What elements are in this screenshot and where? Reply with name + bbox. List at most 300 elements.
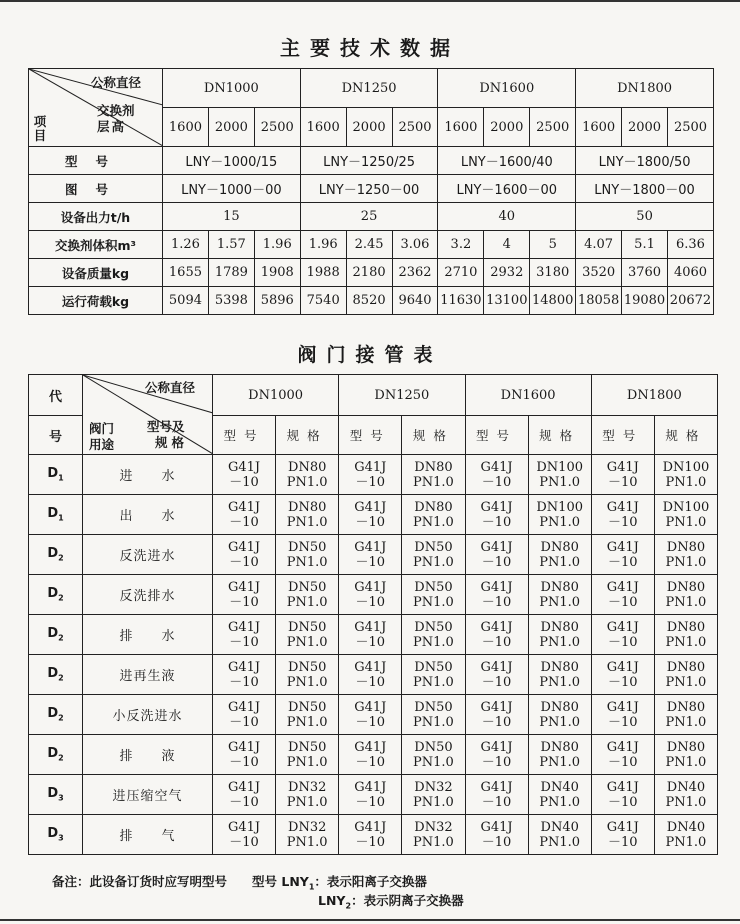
- spec-load: 8520: [346, 287, 392, 315]
- spec-mass: 2180: [346, 259, 392, 287]
- valve-cell-line-2: PN1.0: [539, 794, 581, 810]
- spec-load: 18058: [576, 287, 622, 315]
- valve-code-sub: 2: [58, 713, 64, 723]
- valve-cell-line-1: DN80: [540, 699, 579, 715]
- valve-model-cell: [591, 615, 654, 655]
- valve-code: [29, 575, 83, 615]
- spec-dn-1: DN1250: [300, 69, 438, 108]
- valve-cell-line-1: DN50: [288, 699, 327, 715]
- valve-use: 反洗排水: [83, 575, 213, 615]
- table-row: [29, 495, 718, 535]
- valve-cell-line-2: －10: [608, 794, 638, 810]
- valve-spec-cell: [528, 735, 591, 775]
- valve-spec-cell: [276, 775, 339, 815]
- spec-drawing: LNY－1000－00: [163, 175, 301, 203]
- valve-cell-line-1: DN100: [536, 499, 583, 515]
- spec-drawing: LNY－1800－00: [576, 175, 714, 203]
- table-row: [29, 535, 718, 575]
- valve-spec-cell: [402, 655, 465, 695]
- valve-code-sub: 1: [58, 513, 64, 523]
- valve-code-sub: 2: [58, 593, 64, 603]
- valve-cell-line-1: DN40: [540, 779, 579, 795]
- spec-output: 15: [163, 203, 301, 231]
- valve-cell-line-2: PN1.0: [665, 514, 707, 530]
- spec-mass: 2710: [438, 259, 484, 287]
- valve-cell-line-1: G41J: [480, 779, 513, 795]
- valve-cell-line-1: G41J: [480, 699, 513, 715]
- top-rule: [0, 0, 740, 2]
- valve-model-cell: [465, 695, 528, 735]
- valve-model-cell: [591, 455, 654, 495]
- valve-dn-2: DN1600: [465, 375, 591, 416]
- valve-hdr-use-1: 阀门: [89, 421, 115, 436]
- valve-cell-line-1: G41J: [354, 619, 387, 635]
- valve-cell-line-1: DN80: [288, 499, 327, 515]
- valve-cell-line-2: PN1.0: [286, 674, 328, 690]
- valve-spec-cell: [528, 615, 591, 655]
- valve-cell-line-2: PN1.0: [413, 474, 454, 490]
- valve-cell-line-2: PN1.0: [286, 474, 328, 490]
- valve-cell-line-1: DN100: [662, 459, 710, 475]
- valve-spec-cell: [402, 695, 465, 735]
- valve-hdr-code-bottom: 号: [29, 416, 83, 455]
- valve-code-letter: D: [47, 666, 59, 682]
- valve-cell-line-2: PN1.0: [286, 714, 328, 730]
- valve-cell-line-2: PN1.0: [413, 754, 454, 770]
- valve-model-cell: [465, 455, 528, 495]
- valve-cell-line-2: PN1.0: [413, 834, 454, 850]
- valve-col-model: 型号: [213, 416, 276, 455]
- table-row: [29, 815, 718, 855]
- valve-table: [28, 374, 718, 855]
- valve-code-letter: D: [47, 586, 59, 602]
- valve-spec-cell: [654, 735, 717, 775]
- valve-code-sub: 2: [58, 633, 64, 643]
- note-sub-1: 1: [308, 882, 315, 892]
- valve-cell-line-1: G41J: [480, 539, 513, 555]
- valve-cell-line-2: PN1.0: [539, 834, 581, 850]
- spec-mass: 4060: [667, 259, 713, 287]
- valve-cell-line-2: PN1.0: [665, 594, 707, 610]
- valve-cell-line-2: －10: [608, 474, 638, 490]
- table-row: [29, 455, 718, 495]
- valve-cell-line-1: DN80: [666, 739, 706, 755]
- note-line-1: [52, 872, 427, 892]
- valve-model-cell: [213, 615, 276, 655]
- spec-mass: 1655: [163, 259, 209, 287]
- valve-cell-line-2: PN1.0: [539, 674, 581, 690]
- spec-model: LNY－1250/25: [300, 147, 438, 175]
- valve-cell-line-1: G41J: [480, 459, 513, 475]
- spec-hdr-resin: 交换剂: [97, 103, 135, 118]
- valve-cell-line-2: －10: [355, 754, 386, 770]
- valve-cell-line-2: －10: [229, 794, 259, 810]
- valve-cell-line-1: G41J: [354, 579, 387, 595]
- valve-cell-line-1: G41J: [227, 779, 261, 795]
- spec-mass: 1789: [208, 259, 254, 287]
- spec-title: 主要技术数据: [280, 36, 460, 60]
- valve-cell-line-2: －10: [481, 674, 512, 690]
- valve-cell-line-2: －10: [481, 714, 512, 730]
- spec-volume: 1.57: [208, 231, 254, 259]
- valve-spec-cell: [528, 775, 591, 815]
- valve-model-cell: [339, 575, 402, 615]
- spec-height: 2500: [530, 108, 576, 147]
- valve-cell-line-1: DN100: [662, 499, 710, 515]
- valve-spec-cell: [402, 495, 465, 535]
- valve-cell-line-2: －10: [608, 514, 638, 530]
- valve-cell-line-1: DN80: [540, 579, 579, 595]
- valve-cell-line-2: PN1.0: [286, 634, 328, 650]
- valve-cell-line-1: DN80: [666, 539, 706, 555]
- valve-cell-line-1: G41J: [227, 659, 261, 675]
- valve-cell-line-1: DN80: [414, 459, 453, 475]
- valve-cell-line-2: －10: [229, 834, 259, 850]
- valve-model-cell: [465, 535, 528, 575]
- valve-cell-line-1: DN50: [288, 619, 327, 635]
- spec-hdr-item: 项目: [33, 114, 47, 143]
- valve-model-cell: [591, 775, 654, 815]
- table-row: [29, 655, 718, 695]
- valve-model-cell: [213, 695, 276, 735]
- valve-cell-line-2: PN1.0: [413, 674, 454, 690]
- valve-cell-line-2: PN1.0: [665, 794, 707, 810]
- valve-cell-line-2: －10: [481, 594, 512, 610]
- valve-cell-line-2: －10: [608, 714, 638, 730]
- valve-spec-cell: [402, 455, 465, 495]
- spec-height: 2000: [484, 108, 530, 147]
- valve-spec-cell: [402, 615, 465, 655]
- valve-code: [29, 775, 83, 815]
- spec-dn-0: DN1000: [163, 69, 301, 108]
- spec-volume: 1.96: [300, 231, 346, 259]
- valve-code-sub: 2: [58, 673, 64, 683]
- valve-cell-line-2: PN1.0: [286, 754, 328, 770]
- spec-output: 25: [300, 203, 438, 231]
- valve-spec-cell: [654, 455, 717, 495]
- valve-cell-line-1: G41J: [606, 539, 639, 555]
- valve-cell-line-2: －10: [355, 594, 386, 610]
- valve-use: 排 水: [83, 615, 213, 655]
- valve-dn-0: DN1000: [213, 375, 339, 416]
- valve-model-cell: [213, 815, 276, 855]
- valve-spec-cell: [276, 455, 339, 495]
- valve-cell-line-2: －10: [608, 754, 638, 770]
- valve-cell-line-1: G41J: [480, 819, 513, 835]
- valve-cell-line-2: PN1.0: [665, 674, 707, 690]
- valve-spec-cell: [402, 535, 465, 575]
- valve-col-model: 型号: [339, 416, 402, 455]
- valve-cell-line-2: －10: [229, 514, 259, 530]
- valve-cell-line-2: －10: [229, 634, 259, 650]
- spec-mass: 1988: [300, 259, 346, 287]
- valve-model-cell: [339, 695, 402, 735]
- valve-cell-line-2: PN1.0: [413, 514, 454, 530]
- valve-cell-line-1: G41J: [606, 659, 639, 675]
- valve-cell-line-2: PN1.0: [539, 714, 581, 730]
- note-tail-1: ：表示阳离子交换器: [314, 874, 427, 889]
- valve-cell-line-2: －10: [229, 474, 259, 490]
- valve-spec-cell: [654, 535, 717, 575]
- valve-model-cell: [339, 655, 402, 695]
- spec-load: 14800: [530, 287, 576, 315]
- valve-model-cell: [591, 655, 654, 695]
- valve-cell-line-2: －10: [608, 834, 638, 850]
- valve-cell-line-1: G41J: [354, 659, 387, 675]
- valve-cell-line-2: PN1.0: [539, 474, 581, 490]
- valve-cell-line-1: G41J: [354, 779, 387, 795]
- valve-cell-line-2: －10: [481, 554, 512, 570]
- valve-use: 排 气: [83, 815, 213, 855]
- valve-cell-line-2: －10: [229, 554, 259, 570]
- valve-spec-cell: [654, 655, 717, 695]
- valve-code: [29, 695, 83, 735]
- valve-col-model: 型号: [591, 416, 654, 455]
- bottom-rule: [0, 919, 740, 921]
- valve-cell-line-2: PN1.0: [665, 834, 707, 850]
- valve-cell-line-2: －10: [229, 754, 259, 770]
- valve-spec-cell: [654, 575, 717, 615]
- valve-cell-line-1: DN50: [288, 659, 327, 675]
- valve-code-letter: D: [47, 746, 59, 762]
- valve-cell-line-1: DN80: [288, 459, 327, 475]
- spec-model-label: 型号: [29, 147, 163, 175]
- valve-cell-line-2: PN1.0: [539, 594, 581, 610]
- valve-model-cell: [465, 575, 528, 615]
- spec-volume: 5.1: [622, 231, 668, 259]
- spec-load: 13100: [484, 287, 530, 315]
- valve-spec-cell: [654, 495, 717, 535]
- valve-model-cell: [213, 735, 276, 775]
- valve-cell-line-1: G41J: [606, 619, 639, 635]
- valve-cell-line-2: PN1.0: [413, 634, 454, 650]
- spec-height: 1600: [438, 108, 484, 147]
- spec-mass-label: 设备质量kg: [29, 259, 163, 287]
- spec-load-label: 运行荷载kg: [29, 287, 163, 315]
- spec-corner-header: [29, 69, 163, 147]
- valve-spec-cell: [276, 495, 339, 535]
- valve-code-sub: 2: [58, 753, 64, 763]
- valve-spec-cell: [528, 815, 591, 855]
- spec-height: 2000: [208, 108, 254, 147]
- valve-model-cell: [339, 615, 402, 655]
- spec-drawing: LNY－1250－00: [300, 175, 438, 203]
- valve-cell-line-2: PN1.0: [665, 474, 707, 490]
- valve-model-cell: [213, 575, 276, 615]
- valve-spec-cell: [528, 575, 591, 615]
- valve-code-sub: 2: [58, 553, 64, 563]
- valve-use: 进压缩空气: [83, 775, 213, 815]
- valve-use: 进 水: [83, 455, 213, 495]
- valve-model-cell: [339, 775, 402, 815]
- valve-model-cell: [591, 575, 654, 615]
- valve-spec-cell: [654, 695, 717, 735]
- valve-model-cell: [465, 735, 528, 775]
- valve-col-spec: 规格: [276, 416, 339, 455]
- valve-cell-line-2: PN1.0: [413, 594, 454, 610]
- valve-cell-line-1: DN80: [540, 739, 579, 755]
- spec-mass: 1908: [254, 259, 300, 287]
- valve-model-cell: [591, 695, 654, 735]
- table-row: [29, 615, 718, 655]
- valve-cell-line-1: DN32: [414, 819, 453, 835]
- valve-model-cell: [213, 535, 276, 575]
- spec-load: 20672: [667, 287, 713, 315]
- valve-cell-line-1: DN50: [288, 539, 327, 555]
- spec-height: 2500: [667, 108, 713, 147]
- valve-cell-line-1: DN40: [666, 819, 706, 835]
- valve-cell-line-1: DN50: [414, 619, 453, 635]
- spec-model: LNY－1000/15: [163, 147, 301, 175]
- valve-cell-line-1: G41J: [606, 739, 639, 755]
- valve-hdr-model-1: 型号及: [147, 419, 185, 434]
- valve-cell-line-2: －10: [481, 794, 512, 810]
- valve-model-cell: [339, 535, 402, 575]
- valve-cell-line-2: PN1.0: [539, 514, 581, 530]
- valve-cell-line-2: PN1.0: [286, 514, 328, 530]
- valve-model-cell: [213, 775, 276, 815]
- valve-model-cell: [213, 455, 276, 495]
- valve-cell-line-2: PN1.0: [286, 594, 328, 610]
- valve-cell-line-1: G41J: [227, 499, 261, 515]
- valve-use: 小反洗进水: [83, 695, 213, 735]
- valve-cell-line-1: G41J: [606, 779, 639, 795]
- valve-cell-line-2: PN1.0: [286, 554, 328, 570]
- valve-spec-cell: [276, 615, 339, 655]
- valve-model-cell: [339, 815, 402, 855]
- valve-cell-line-1: G41J: [606, 459, 639, 475]
- spec-height: 2000: [622, 108, 668, 147]
- valve-model-cell: [213, 495, 276, 535]
- valve-hdr-code-top: 代: [29, 375, 83, 416]
- valve-cell-line-1: DN50: [414, 579, 453, 595]
- valve-spec-cell: [402, 575, 465, 615]
- valve-cell-line-2: PN1.0: [665, 754, 707, 770]
- valve-cell-line-1: G41J: [480, 619, 513, 635]
- spec-hdr-nominal: 公称直径: [91, 75, 142, 90]
- valve-corner-header: [83, 375, 213, 455]
- valve-cell-line-1: G41J: [480, 739, 513, 755]
- spec-load: 19080: [622, 287, 668, 315]
- valve-spec-cell: [654, 615, 717, 655]
- valve-cell-line-1: G41J: [354, 539, 387, 555]
- note-text-2: LNY: [318, 893, 346, 908]
- valve-code-letter: D: [47, 626, 59, 642]
- valve-code-letter: D: [47, 706, 59, 722]
- valve-col-spec: 规格: [528, 416, 591, 455]
- valve-cell-line-1: DN50: [288, 739, 327, 755]
- valve-model-cell: [465, 495, 528, 535]
- spec-height: 2500: [254, 108, 300, 147]
- valve-code: [29, 815, 83, 855]
- valve-cell-line-2: －10: [355, 834, 386, 850]
- valve-cell-line-2: PN1.0: [665, 714, 707, 730]
- valve-cell-line-2: －10: [229, 594, 259, 610]
- table-row: [29, 695, 718, 735]
- valve-cell-line-2: －10: [481, 514, 512, 530]
- note-line-2: [318, 891, 464, 911]
- valve-cell-line-2: －10: [355, 794, 386, 810]
- spec-table: [28, 68, 714, 315]
- valve-spec-cell: [402, 775, 465, 815]
- valve-cell-line-1: G41J: [354, 499, 387, 515]
- spec-model: LNY－1800/50: [576, 147, 714, 175]
- valve-title: 阀门接管表: [297, 344, 443, 366]
- valve-cell-line-2: －10: [355, 714, 386, 730]
- valve-cell-line-1: G41J: [606, 819, 639, 835]
- valve-cell-line-1: DN50: [288, 579, 327, 595]
- valve-spec-cell: [528, 655, 591, 695]
- valve-code: [29, 455, 83, 495]
- valve-cell-line-1: G41J: [606, 579, 639, 595]
- valve-cell-line-1: G41J: [480, 499, 513, 515]
- valve-cell-line-2: －10: [608, 634, 638, 650]
- spec-dn-2: DN1600: [438, 69, 576, 108]
- valve-cell-line-2: －10: [608, 594, 638, 610]
- valve-cell-line-1: DN50: [414, 699, 453, 715]
- valve-spec-cell: [276, 655, 339, 695]
- valve-cell-line-1: DN80: [666, 659, 706, 675]
- valve-code: [29, 655, 83, 695]
- table-row: [29, 735, 718, 775]
- valve-model-cell: [591, 535, 654, 575]
- spec-hdr-layer: 层高: [97, 119, 127, 134]
- spec-load: 5094: [163, 287, 209, 315]
- valve-cell-line-2: －10: [355, 474, 386, 490]
- valve-cell-line-2: PN1.0: [413, 714, 454, 730]
- valve-code: [29, 615, 83, 655]
- valve-cell-line-1: DN80: [540, 619, 579, 635]
- valve-spec-cell: [528, 695, 591, 735]
- valve-cell-line-1: G41J: [227, 739, 261, 755]
- spec-load: 9640: [392, 287, 438, 315]
- spec-dn-3: DN1800: [576, 69, 714, 108]
- valve-cell-line-2: PN1.0: [539, 554, 581, 570]
- spec-volume: 4: [484, 231, 530, 259]
- valve-cell-line-2: －10: [355, 674, 386, 690]
- valve-col-spec: 规格: [402, 416, 465, 455]
- valve-use: 排 液: [83, 735, 213, 775]
- valve-cell-line-1: G41J: [227, 579, 261, 595]
- valve-cell-line-1: G41J: [227, 819, 261, 835]
- valve-cell-line-2: PN1.0: [665, 554, 707, 570]
- valve-cell-line-1: DN80: [666, 699, 706, 715]
- valve-cell-line-1: DN80: [666, 579, 706, 595]
- valve-cell-line-2: －10: [608, 554, 638, 570]
- valve-use: 反洗进水: [83, 535, 213, 575]
- valve-hdr-use-2: 用途: [89, 437, 115, 452]
- valve-model-cell: [465, 615, 528, 655]
- valve-spec-cell: [528, 495, 591, 535]
- note-tail-2: ：表示阴离子交换器: [351, 893, 464, 908]
- spec-volume-label: 交换剂体积m³: [29, 231, 163, 259]
- spec-output: 40: [438, 203, 576, 231]
- spec-height: 2500: [392, 108, 438, 147]
- valve-cell-line-2: －10: [481, 754, 512, 770]
- spec-volume: 1.26: [163, 231, 209, 259]
- spec-mass: 3520: [576, 259, 622, 287]
- valve-cell-line-1: DN32: [288, 819, 327, 835]
- valve-cell-line-2: PN1.0: [665, 634, 707, 650]
- valve-cell-line-1: DN32: [288, 779, 327, 795]
- valve-model-cell: [339, 455, 402, 495]
- valve-cell-line-2: －10: [481, 634, 512, 650]
- spec-load: 5896: [254, 287, 300, 315]
- valve-cell-line-1: G41J: [227, 539, 261, 555]
- valve-cell-line-1: DN40: [540, 819, 579, 835]
- spec-volume: 3.2: [438, 231, 484, 259]
- spec-load: 7540: [300, 287, 346, 315]
